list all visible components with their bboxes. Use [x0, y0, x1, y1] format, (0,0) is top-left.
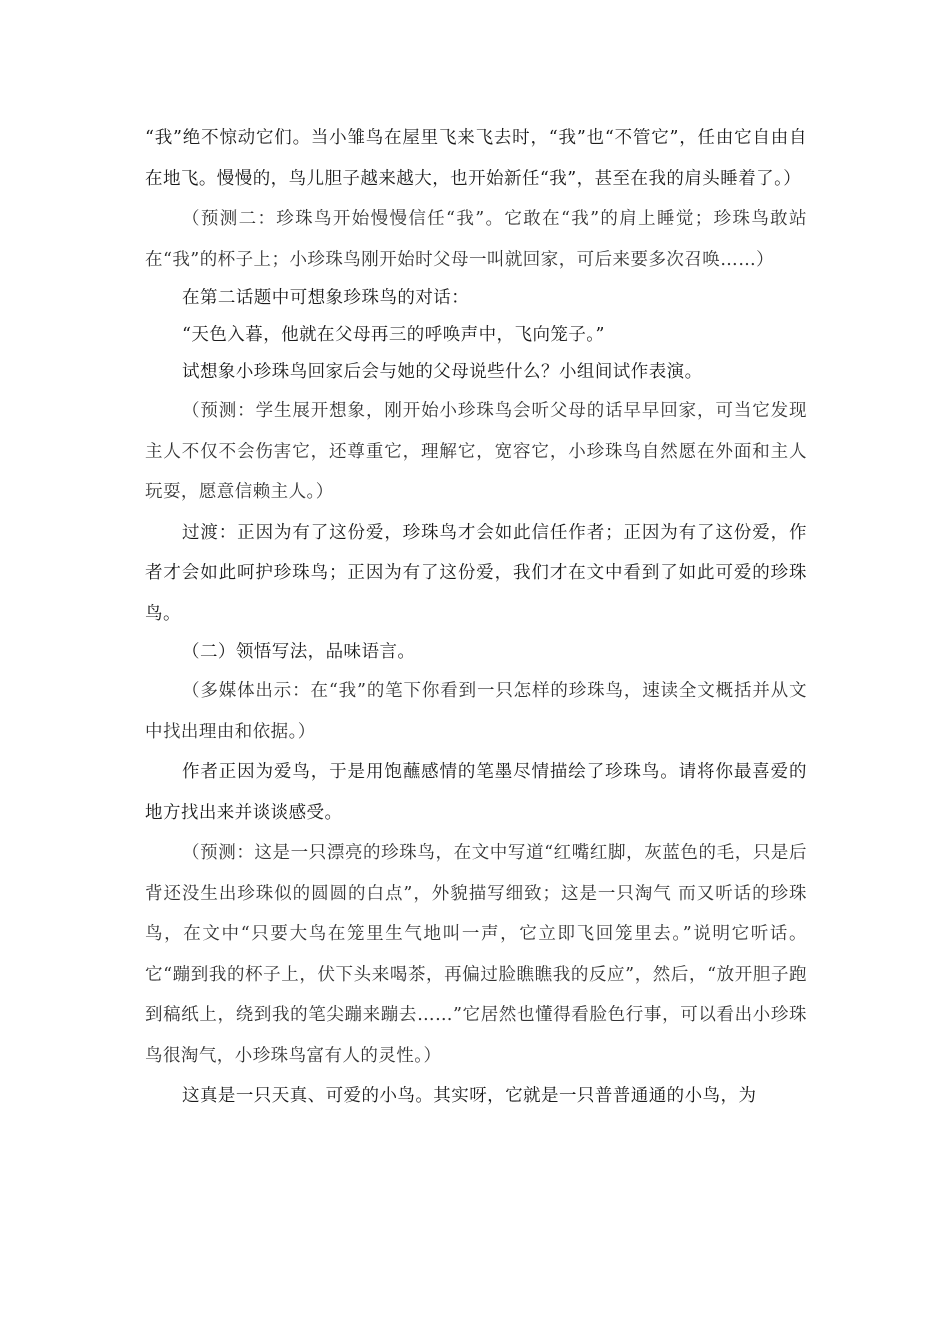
paragraph-5: 试想象小珍珠鸟回家后会与她的父母说些什么？小组间试作表演。	[182, 362, 703, 382]
paragraph-9: （多媒体出示：在“我”的笔下你看到一只怎样的珍珠鸟，速读全文概括并从文中找出理由和依据。）	[145, 681, 807, 742]
paragraph-11: （预测：这是一只漂亮的珍珠鸟，在文中写道“红嘴红脚，灰蓝色的毛，只是后背还没生出珍珠似的圆圆的白点”，外貌描写细致；这是一只淘气 而又听话的珍珠鸟，在文中“只要大鸟在笼里生气地叫一声，它立即飞回笼里去。”说明它听话。它“蹦到我的杯子上，伏下头来喝茶，再偏过脸瞧瞧我的反应”，然后，“放开胆子跑到稿纸上，绕到我的笔尖蹦来蹦去……”它居然也懂得看脸色行事，可以看出小珍珠鸟很淘气，小珍珠鸟富有人的灵性。）	[145, 843, 807, 1066]
paragraph-3: 在第二话题中可想象珍珠鸟的对话：	[182, 288, 470, 308]
paragraph-12: 这真是一只天真、可爱的小鸟。其实呀，它就是一只普普通通的小鸟，为	[182, 1086, 757, 1106]
paragraph-6: （预测：学生展开想象，刚开始小珍珠鸟会听父母的话早早回家，可当它发现主人不仅不会伤害它，还尊重它，理解它，宽容它，小珍珠鸟自然愿在外面和主人玩耍，愿意信赖主人。）	[145, 401, 807, 502]
paragraph-4: “天色入暮，他就在父母再三的呼唤声中，飞向笼子。”	[182, 325, 605, 345]
paragraph-10: 作者正因为爱鸟，于是用饱蘸感情的笔墨尽情描绘了珍珠鸟。请将你最喜爱的地方找出来并谈谈感受。	[145, 762, 807, 823]
document-page	[145, 118, 807, 1117]
paragraph-2: （预测二：珍珠鸟开始慢慢信任“我”。它敢在“我”的肩上睡觉；珍珠鸟敢站在“我”的杯子上；小珍珠鸟刚开始时父母一叫就回家，可后来要多次召唤……）	[145, 209, 807, 270]
paragraph-7: 过渡：正因为有了这份爱，珍珠鸟才会如此信任作者；正因为有了这份爱，作者才会如此呵护珍珠鸟；正因为有了这份爱，我们才在文中看到了如此可爱的珍珠鸟。	[145, 522, 807, 624]
paragraph-1: “我”绝不惊动它们。当小雏鸟在屋里飞来飞去时，“我”也“不管它”，任由它自由自在地飞。慢慢的，鸟儿胆子越来越大，也开始新任“我”，甚至在我的肩头睡着了。）	[145, 128, 807, 189]
paragraph-8: （二）领悟写法，品味语言。	[182, 642, 416, 662]
